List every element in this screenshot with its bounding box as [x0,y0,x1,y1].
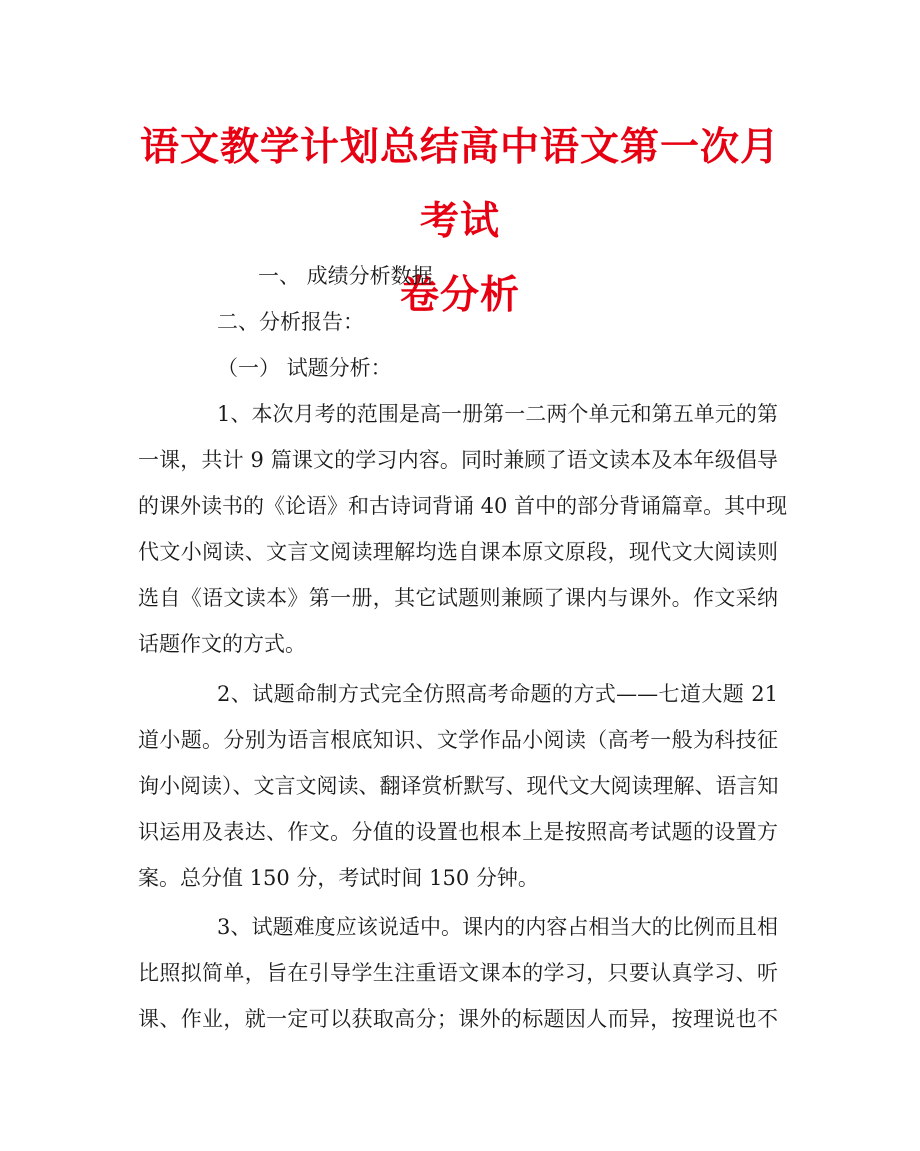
paragraph-2-line: 询小阅读）、文言文阅读、翻译赏析默写、现代文大阅读理解、语言知 [138,774,779,798]
paragraph-1-line: 的课外读书的《论语》和古诗词背诵 40 首中的部分背诵篇章。其中现 [138,494,788,518]
paragraph-3-line: 3、试题难度应该说适中。课内的内容占相当大的比例而且相 [217,915,778,939]
section-heading-report: 二、分析报告： [217,310,364,334]
paragraph-1-line: 话题作文的方式。 [138,632,306,656]
document-title [130,111,790,333]
title-line-2: 卷分析 [399,273,520,318]
paragraph-3-line: 课、作业，就一定可以获取高分；课外的标题因人而异，按理说也不 [138,1007,778,1031]
paragraph-2-line: 道小题。分别为语言根底知识、文学作品小阅读（高考一般为科技征 [138,728,778,752]
paragraph-1-line: 选自《语文读本》第一册，其它试题则兼顾了课内与课外。作文采纳 [138,586,778,610]
section-heading-scores: 一、 成绩分析数据 [258,264,433,288]
paragraph-1-line: 一课，共计 9 篇课文的学习内容。同时兼顾了语文读本及本年级倡导 [138,448,778,472]
paragraph-3-line: 比照拟简单，旨在引导学生注重语文课本的学习，只要认真学习、听 [138,961,778,985]
paragraph-1-line: 1、本次月考的范围是高一册第一二两个单元和第五单元的第 [217,402,778,426]
subsection-heading-question-analysis: （一） 试题分析： [217,356,392,380]
paragraph-1-line: 代文小阅读、文言文阅读理解均选自课本原文原段，现代文大阅读则 [138,540,778,564]
paragraph-2-line: 2、试题命制方式完全仿照高考命题的方式——七道大题 21 [217,682,778,706]
title-line-1: 语文教学计划总结高中语文第一次月考试 [139,125,780,244]
paragraph-2-line: 识运用及表达、作文。分值的设置也根本上是按照高考试题的设置方 [138,820,778,844]
paragraph-2-line: 案。总分值 150 分，考试时间 150 分钟。 [138,866,539,890]
